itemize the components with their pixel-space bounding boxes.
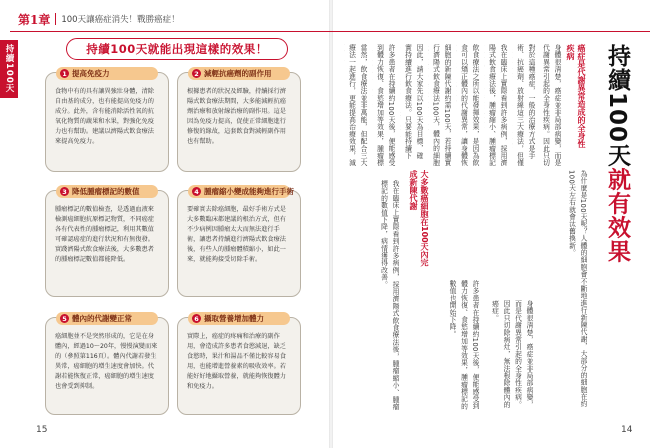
body-column: 細胞的新陳代謝約需100天，若持續實行濟陽式飲食療法100天，體內的細胞 bbox=[431, 44, 451, 167]
card-title: 減輕抗癌劑的副作用 bbox=[204, 69, 272, 78]
effect-card-2 bbox=[177, 69, 301, 172]
body-column: 對於這種癌症，一般的治療方式是手術、抗癌劑、放射線這三大療法，但僅 bbox=[515, 44, 535, 167]
card-title: 攝取營養增加體力 bbox=[204, 314, 264, 323]
header-rule bbox=[10, 31, 650, 32]
card-header bbox=[56, 312, 158, 325]
callout-top: 癌症是代謝異常造成的全身性疾病 bbox=[566, 44, 586, 148]
page-gutter bbox=[329, 0, 333, 448]
chapter-title: 100天讓癌症消失！戰勝癌症！ bbox=[61, 15, 180, 25]
card-title: 提高免疫力 bbox=[72, 69, 110, 78]
body-column: 許多患者在持續約100天後，便能感受到體力恢復、食慾增加等效果，腫瘤標記的數值也開始下降。 bbox=[448, 280, 479, 410]
chapter-header bbox=[18, 8, 180, 30]
card-title: 體內的代謝變正常 bbox=[72, 314, 132, 323]
card-number: 6 bbox=[192, 314, 201, 323]
card-number: 3 bbox=[60, 187, 69, 196]
card-body: 食物中有的具有讓異強壯身體，清除自由基的成分，也有能提高免疫力的成分。此外，含有能消除活性氧的抗氧化物質的蔬果和水果，對強化免疫力也有幫助。建議以濟陽式飲食療法來提高免疫力。 bbox=[55, 88, 154, 145]
body-column: 飲食療法之所以能發揮效果，是因為飲食可以矯正體內的代謝異常，讓身體恢 bbox=[459, 44, 479, 167]
chapter-divider bbox=[55, 13, 56, 25]
card-body: 要確實去除癌細胞，最好手術方式是大多數臨床都建議的根治方式，但有不少病例因腫瘤太大而無法進行手術，讓患者持續進行濟陽式飲食療法後，有些人的腫瘤體積縮小，如此一來，就能夠接受切除手術。 bbox=[187, 206, 286, 263]
effect-card-5 bbox=[45, 314, 169, 415]
card-body: 腫瘤標記的數值檢查，是透過血液來檢測癌細胞抗原標記物質，不同癌症各有代表性的腫瘤標記，利用其數值可確認癌症的進行狀況和有無復發。實踐濟陽式飲食療法後，大多數患者的腫瘤標記數值都能降低。 bbox=[55, 206, 154, 263]
effect-card-6 bbox=[177, 314, 301, 415]
card-header bbox=[188, 67, 290, 80]
body-column: 我在臨床上實際看到許多病例，採用濟陽式飲食療法後，腫瘤縮小、腫瘤標記的數值下降，病情獲得改善。 bbox=[379, 180, 399, 411]
side-tab bbox=[0, 40, 18, 98]
card-title: 腫瘤縮小變成能夠進行手術 bbox=[204, 187, 294, 196]
section-title-accent: 就有效果 bbox=[604, 167, 630, 264]
card-number: 1 bbox=[60, 69, 69, 78]
effect-card-4 bbox=[177, 187, 301, 297]
card-body: 根據患者的狀況及經驗，持續採行濟陽式飲食療法期間，大多能減輕抗癌劑治療和放射線治療的副作用。這是因為免疫力提高，促使正常細胞進行修復的緣故，這套飲食對減輕副作用也有幫助。 bbox=[187, 88, 286, 145]
page-number-left: 15 bbox=[36, 425, 48, 435]
banner-title: 持續100天就能出現這樣的效果！ bbox=[86, 42, 268, 56]
effects-banner bbox=[66, 38, 288, 60]
card-header bbox=[56, 67, 158, 80]
card-body: 癌細胞並不是突然形成的，它是在身體內，經過10～20年，慢慢演變而來的（參照第116頁）。體內代謝若發生異常，癌細胞的增生速度會加快。代謝若能恢復正常，癌細胞的增生速度也會受到抑制。 bbox=[55, 333, 158, 390]
effect-card-1 bbox=[45, 69, 169, 172]
card-number: 2 bbox=[192, 69, 201, 78]
body-column: 身體很清楚，癌症並非局部病變，而是代謝異常引起的全身性疾病。因此只切 bbox=[541, 44, 561, 167]
body-column: 身體很清楚，癌症並非局部病變，而是代謝異常引起的全身性疾病。因此只切除病灶，無法根除體內的癌症。 bbox=[490, 300, 533, 408]
card-header bbox=[188, 312, 290, 325]
section-title-lead: 持續100天 bbox=[604, 44, 630, 168]
card-header bbox=[56, 185, 158, 198]
card-number: 4 bbox=[192, 187, 201, 196]
body-column: 因此，請大家先以100天為目標，確實持續進行飲食療法。只要能持續下 bbox=[403, 44, 423, 160]
body-column: 為什麼是100天呢？人體的細胞會不斷地進行新陳代謝，大部分的細胞在約100天左右就會汰舊換新。 bbox=[567, 170, 587, 408]
page-number-right: 14 bbox=[621, 425, 633, 435]
effect-card-3 bbox=[45, 187, 169, 297]
section-title bbox=[592, 44, 634, 294]
card-title: 降低腫瘤標記的數值 bbox=[72, 187, 140, 196]
side-tab-label: 持續100天 bbox=[4, 44, 14, 94]
body-column: 當然，飲食療法並非萬能，但配合三大療法一起進行，更能提高治療效果，減 bbox=[347, 44, 367, 167]
callout-middle: 大多數癌細胞在100天內完成新陳代謝 bbox=[409, 170, 429, 267]
card-header bbox=[188, 185, 294, 198]
body-column: 許多患者在持續約100天後，便能感受到體力恢復、食慾增加等效果，腫瘤標 bbox=[375, 44, 395, 167]
body-column: 我在臨床上實際看到許多病例，採用濟陽式飲食療法後，腫瘤縮小、腫瘤標記 bbox=[487, 44, 507, 167]
card-number: 5 bbox=[60, 314, 69, 323]
chapter-number: 第1章 bbox=[18, 12, 51, 27]
card-body: 實際上，癌症的疼痛和治療的副作用，會造成許多患者食慾減退，缺乏食慾時，果汁和湯品不僅比較容易食用，也能增進營養素的吸收效率。若能好好地攝取營養，就能夠恢復體力和免疫力。 bbox=[187, 333, 286, 390]
